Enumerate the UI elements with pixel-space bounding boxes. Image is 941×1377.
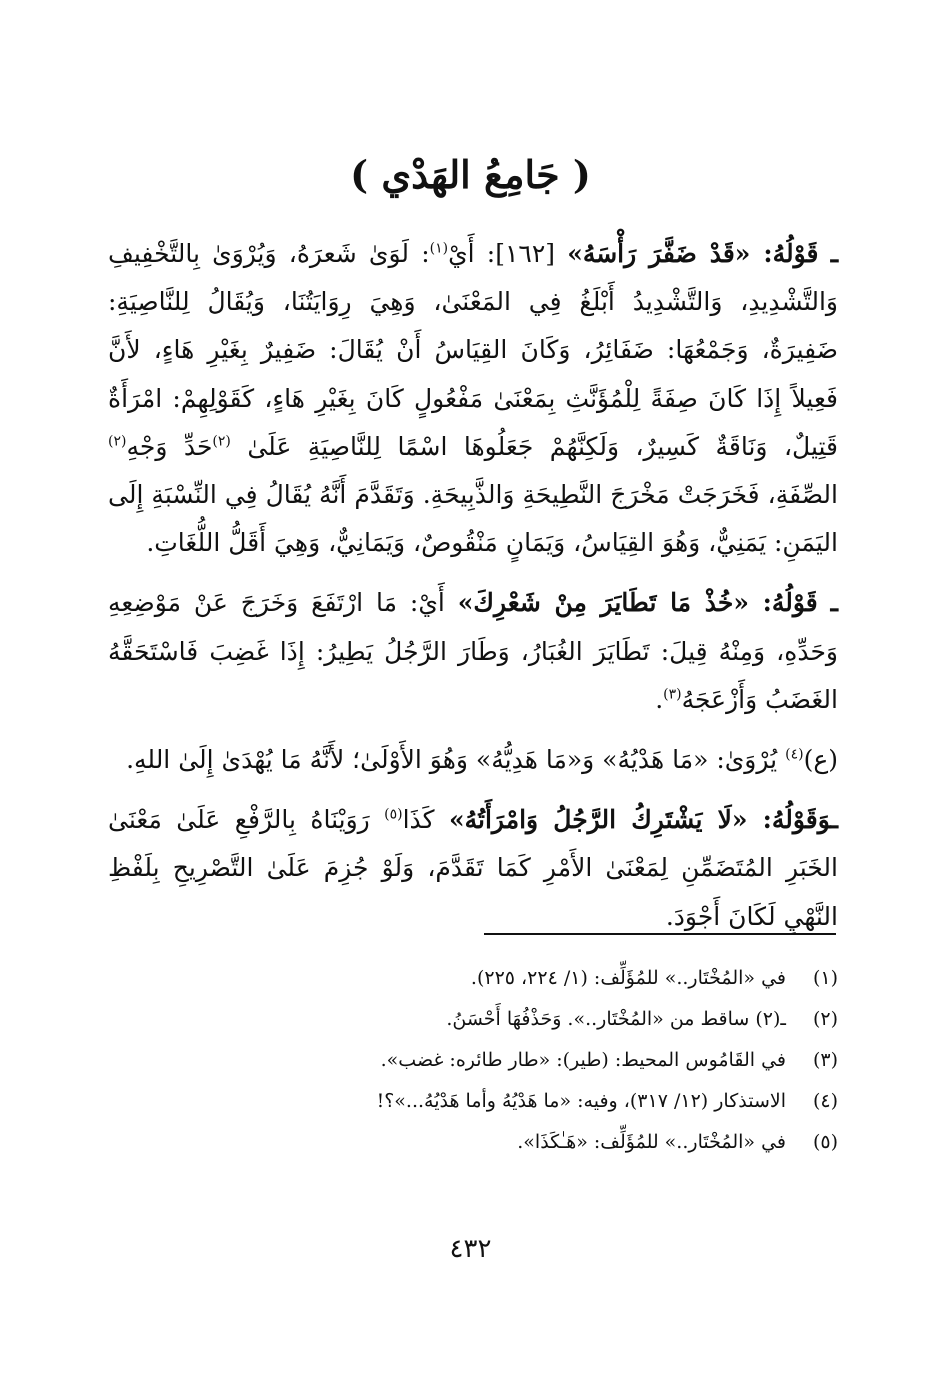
commentator-siglum: (ع) [803, 745, 838, 775]
footnote-marker: (٣) [663, 686, 682, 703]
footnote-separator [484, 933, 836, 935]
paragraph-text: رَوَيْنَاهُ بِالرَّفْعِ عَلَىٰ مَعْنَىٰ الخَبَرِ المُتَضَمِّنِ لِمَعْنَىٰ الأَمْرِ كَمَا تَقَدَّمَ، وَلَوْ جُزِمَ عَلَىٰ التَّصْرِيحِ بِلَفْظِ النَّهْيِ لَكَانَ أَجْوَدَ. [108, 805, 838, 931]
paragraph-4 [108, 796, 838, 941]
quoted-lemma: قَوْلُهُ: «خُذْ مَا تَطَايَرَ مِنْ شَعْرِكَ» [457, 588, 818, 618]
footnote-text: ـ(٢) ساقط من «المُخْتَار..». وَحَذْفُهَا أَحْسَنُ. [446, 1008, 786, 1030]
quoted-lemma: وَقَوْلُهُ: «لَا يَشْتَرِكُ الرَّجُلُ وَامْرَأَتُهُ» [448, 805, 831, 835]
paragraph-3 [108, 736, 838, 784]
paragraph-text: أَيْ: مَا ارْتَفَعَ وَخَرَجَ عَنْ مَوْضِعِهِ وَحَدِّهِ، وَمِنْهُ قِيلَ: تَطَايَرَ الغُبَارُ، وَطَارَ الرَّجُلُ يَطِيرُ: إِذَا غَضِبَ فَاسْتَحَقَّهُ الغَضَبُ وَأَزْعَجَهُ [108, 588, 838, 714]
quoted-lemma: قَوْلُهُ: «قَدْ ضَفَّرَ رَأْسَهُ» [567, 239, 819, 268]
footnote-4 [120, 1081, 838, 1122]
footnote-marker: (٥) [384, 806, 403, 823]
footnotes [120, 958, 838, 1163]
footnote-marker: (٤) [785, 746, 804, 763]
footnote-marker: (٢) [108, 433, 127, 450]
footnote-marker: (١) [429, 240, 449, 257]
paragraph-text: . [655, 684, 664, 714]
footnote-5 [120, 1122, 838, 1163]
footnote-text: في «المُخْتَار..» للمُؤَلِّف: (١/ ٢٢٤، ٢٢٥). [470, 967, 786, 989]
footnote-2 [120, 999, 838, 1040]
paragraph-dash: ـ [830, 239, 839, 268]
footnote-number: (٣) [812, 1049, 838, 1071]
paragraph-dash: ـ [830, 805, 838, 835]
footnote-number: (٢) [812, 1008, 838, 1030]
chapter-title: ( جَامِعُ الهَدْي ) [350, 152, 591, 197]
paragraph-dash: ـ [830, 588, 838, 618]
footnote-number: (٥) [812, 1131, 838, 1153]
paragraph-2 [108, 579, 838, 724]
footnote-marker: (٢) [212, 433, 231, 450]
footnote-text: الاستذكار (١٢/ ٣١٧)، وفيه: «ما هَدْيُهُ وأما هَدْيُهُ...»؟! [376, 1090, 786, 1112]
footnote-number: (٤) [812, 1090, 838, 1112]
footnote-3 [120, 1040, 838, 1081]
paragraph-text: كَذَا [402, 805, 449, 835]
paragraph-text: [١٦٢]: أَيْ [448, 239, 568, 268]
main-text [108, 230, 838, 948]
paragraph-text: حَدِّ وَجْهِ [126, 431, 213, 461]
paragraph-text: يُرْوَىٰ: «مَا هَدْيُهُ» وَ«مَا هَدِيُّهُ» وَهُوَ الأَوْلَىٰ؛ لأَنَّهُ مَا يُهْدَىٰ إِلَىٰ اللهِ. [126, 745, 786, 775]
footnote-number: (١) [812, 967, 838, 989]
footnote-1 [120, 958, 838, 999]
page-number: ٤٣٢ [449, 1234, 492, 1264]
paragraph-text: : لَوَىٰ شَعرَهُ، وَيُرْوَىٰ بِالتَّخْفِيفِ وَالتَّشْدِيدِ، وَالتَّشْدِيدُ أَبْلَغُ فِي المَعْنَىٰ، وَهِيَ رِوَايَتُنَا، وَيُقَالُ لِلنَّاصِيَةِ: ضَفِيرَةٌ، وَجَمْعُهَا: ضَفَائِرُ، وَكَانَ القِيَاسُ أَنْ يُقَالَ: ضَفِيرٌ بِغَيْرِ هَاءٍ، لأَنَّ فَعِيلاً إِذَا كَانَ صِفَةً لِلْمُؤَنَّثِ بِمَعْنَىٰ مَفْعُولٍ كَانَ بِغَيْرِ هَاءٍ، كَقَوْلِهِمْ: امْرَأَةٌ قَتِيلٌ، وَنَاقَةٌ كَسِيرٌ، وَلَكِنَّهُمْ جَعَلُوهَا اسْمًا لِلنَّاصِيَةِ عَلَىٰ [108, 239, 838, 461]
paragraph-1 [108, 230, 838, 567]
footnote-text: في «المُخْتَار..» للمُؤَلِّف: «هَـٰكَذَا». [517, 1131, 786, 1153]
paragraph-text: الصِّفَةِ، فَخَرَجَتْ مَخْرَجَ النَّطِيحَةِ وَالذَّبِيحَةِ. وَتَقَدَّمَ أَنَّهُ يُقَالُ فِي النِّسْبَةِ إِلَى اليَمَنِ: يَمَنِيٌّ، وَهُوَ القِيَاسُ، وَيَمَانٍ مَنْقُوصٌ، وَيَمَانِيٌّ، وَهِيَ أَقَلُّ اللُّغَاتِ. [108, 480, 838, 558]
footnote-text: في القَامُوس المحيط: (طير): «طار طائره: غضب». [380, 1049, 786, 1071]
